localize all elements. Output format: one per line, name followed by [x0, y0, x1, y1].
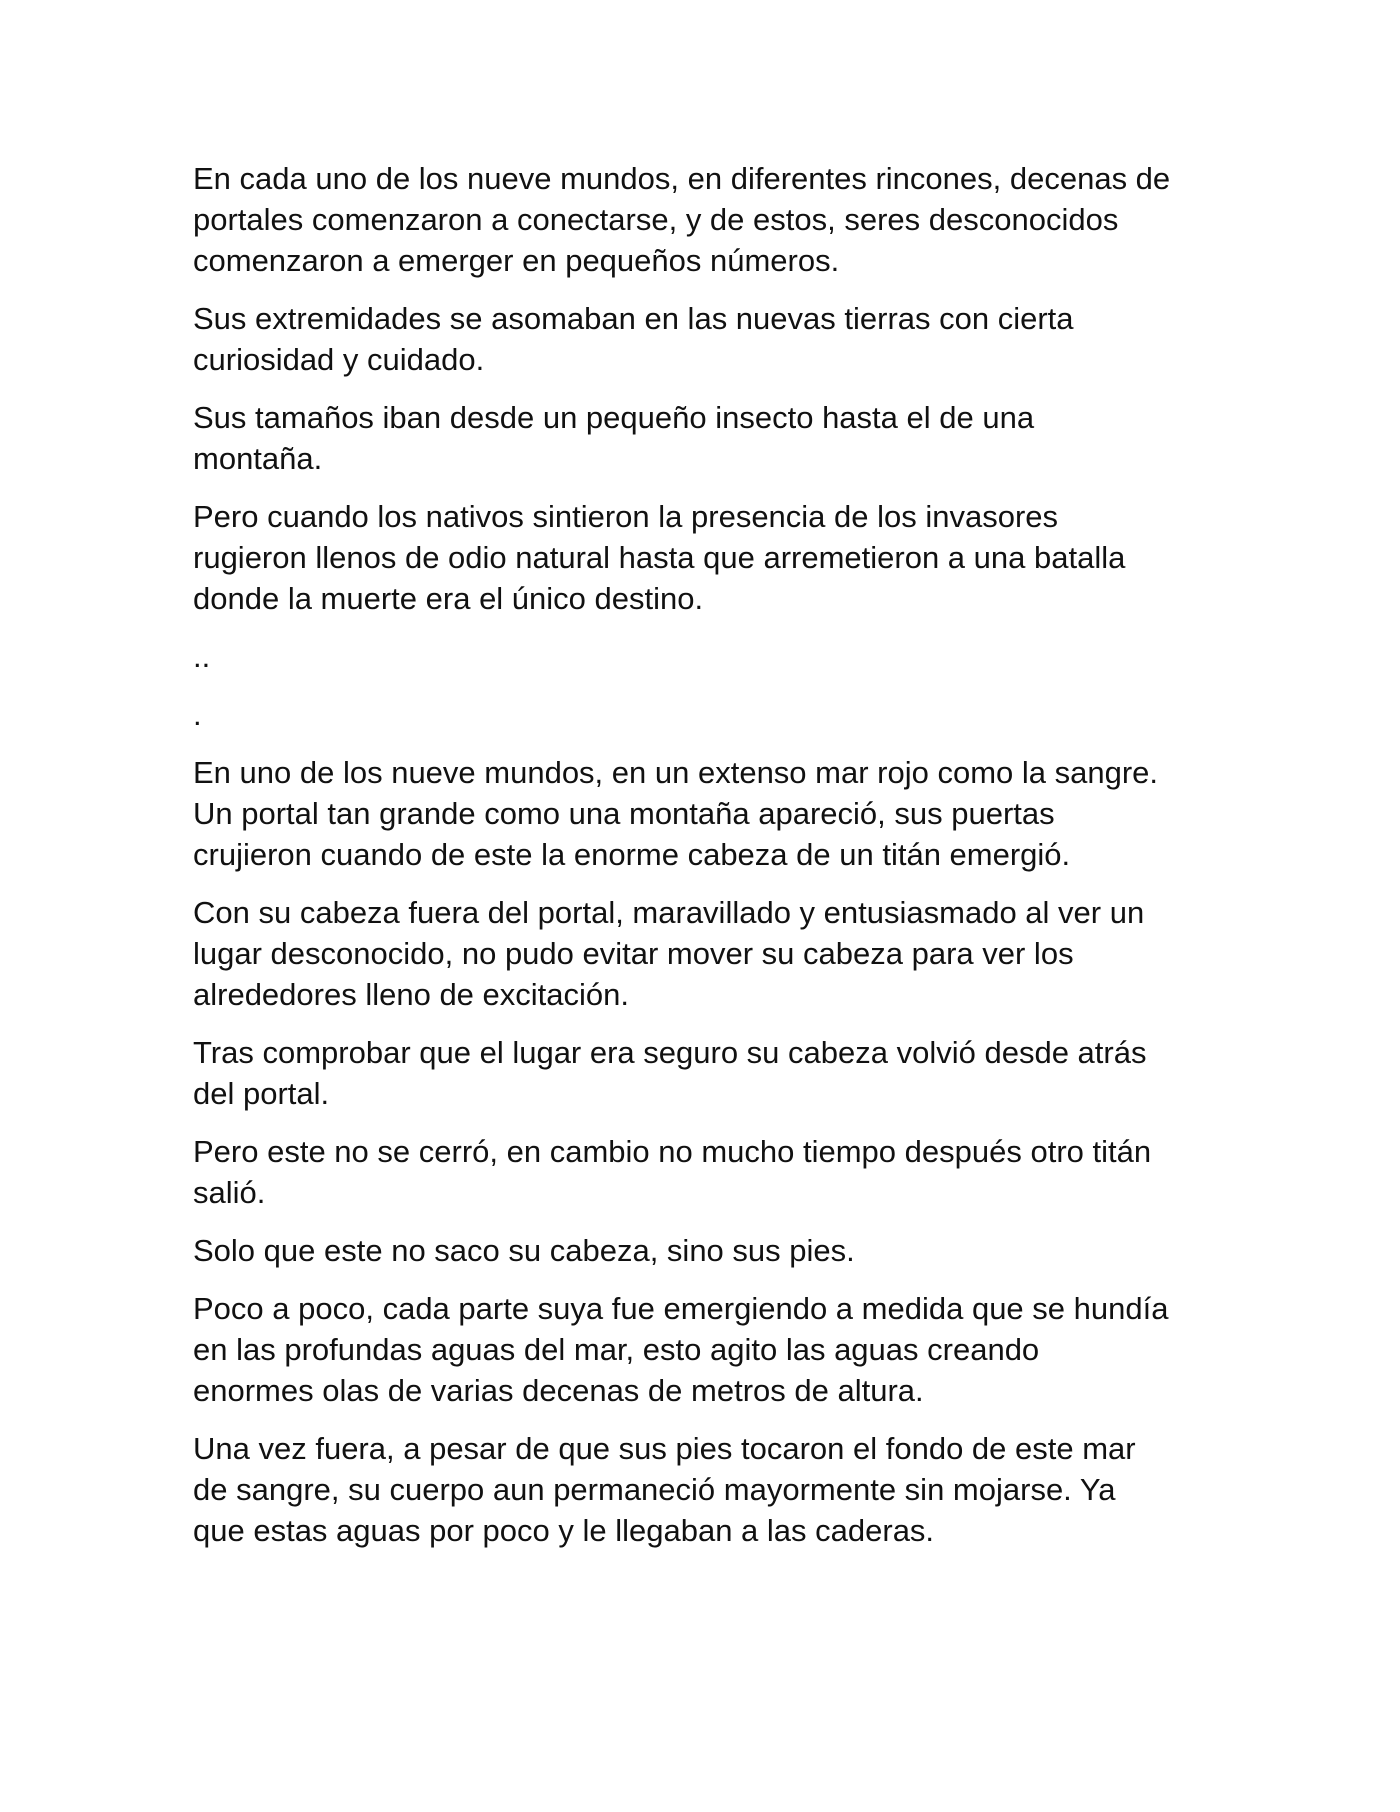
paragraph [193, 1288, 1223, 1411]
text-line: alrededores lleno de excitación. [193, 977, 629, 1012]
text-line: crujieron cuando de este la enorme cabeza de un titán emergió. [193, 837, 1071, 872]
text-line: Poco a poco, cada parte suya fue emergiendo a medida que se hundía [193, 1291, 1169, 1326]
paragraph [193, 158, 1223, 281]
text-line: Tras comprobar que el lugar era seguro su cabeza volvió desde atrás [193, 1035, 1147, 1070]
text-line: curiosidad y cuidado. [193, 342, 485, 377]
text-line: Con su cabeza fuera del portal, maravillado y entusiasmado al ver un [193, 895, 1145, 930]
text-line: Un portal tan grande como una montaña apareció, sus puertas [193, 796, 1055, 831]
text-line: Pero cuando los nativos sintieron la presencia de los invasores [193, 499, 1059, 534]
text-line: Sus extremidades se asomaban en las nuevas tierras con cierta [193, 301, 1074, 336]
paragraph [193, 892, 1223, 1015]
text-line: rugieron llenos de odio natural hasta que arremetieron a una batalla [193, 540, 1126, 575]
separator-dots: .. [193, 639, 211, 674]
text-line: de sangre, su cuerpo aun permaneció mayormente sin mojarse. Ya [193, 1472, 1116, 1507]
text-line: donde la muerte era el único destino. [193, 581, 704, 616]
text-line: Una vez fuera, a pesar de que sus pies tocaron el fondo de este mar [193, 1431, 1136, 1466]
paragraph [193, 1230, 1223, 1271]
text-line: comenzaron a emerger en pequeños números. [193, 243, 840, 278]
text-line: lugar desconocido, no pudo evitar mover su cabeza para ver los [193, 936, 1074, 971]
document-page [193, 158, 1223, 1568]
section-separator [193, 694, 1223, 735]
text-line: montaña. [193, 441, 323, 476]
text-line: en las profundas aguas del mar, esto agito las aguas creando [193, 1332, 1040, 1367]
text-line: En cada uno de los nueve mundos, en diferentes rincones, decenas de [193, 161, 1171, 196]
paragraph [193, 1131, 1223, 1213]
paragraph [193, 752, 1223, 875]
text-line: Sus tamaños iban desde un pequeño insecto hasta el de una [193, 400, 1035, 435]
text-line: portales comenzaron a conectarse, y de estos, seres desconocidos [193, 202, 1119, 237]
text-line: Solo que este no saco su cabeza, sino sus pies. [193, 1233, 855, 1268]
text-line: del portal. [193, 1076, 330, 1111]
paragraph [193, 496, 1223, 619]
text-line: enormes olas de varias decenas de metros de altura. [193, 1373, 924, 1408]
paragraph [193, 1032, 1223, 1114]
text-line: En uno de los nueve mundos, en un extenso mar rojo como la sangre. [193, 755, 1159, 790]
paragraph [193, 298, 1223, 380]
paragraph [193, 397, 1223, 479]
text-line: salió. [193, 1175, 266, 1210]
text-line: Pero este no se cerró, en cambio no mucho tiempo después otro titán [193, 1134, 1152, 1169]
separator-dot: . [193, 697, 202, 732]
paragraph [193, 1428, 1223, 1551]
text-line: que estas aguas por poco y le llegaban a las caderas. [193, 1513, 935, 1548]
section-separator [193, 636, 1223, 677]
